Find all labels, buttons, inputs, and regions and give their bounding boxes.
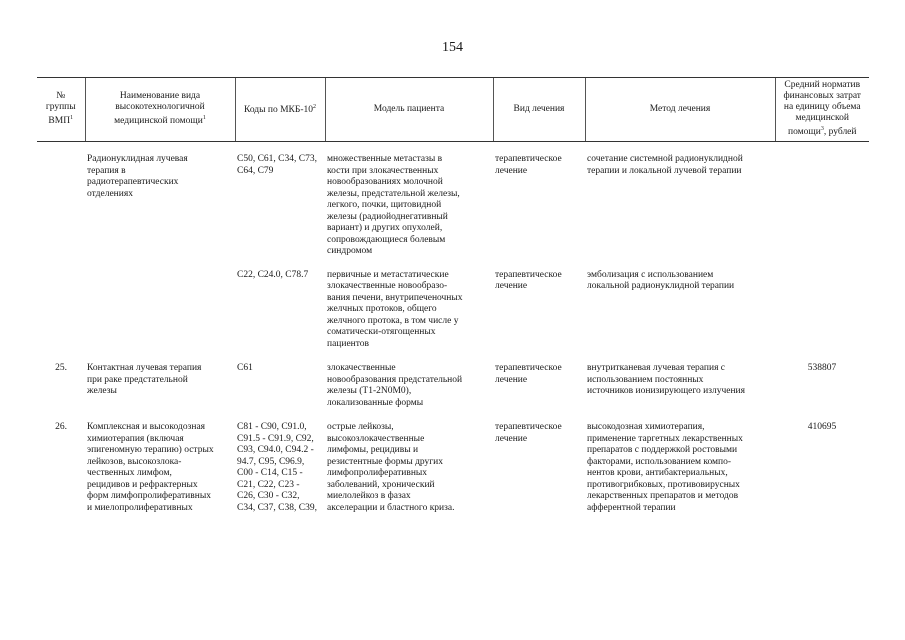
row-cost [775,270,869,351]
table-header [37,77,869,142]
row-treatment-method: высокодозная химиотерапия, применение таргетных лекарственных препаратов с поддержкой ростовыми факторами, использованием компо- нентов крови, антибактериальных, противогрибковых, противовирусных лекарственных препаратов и методов афферентной терапии [587,422,743,513]
row-cost [775,154,869,258]
row-treatment-type: терапевтическое лечение [495,154,562,176]
header-icd-codes: Коды по МКБ-$10^2$ [235,78,325,142]
row-group-no: 26. [55,422,67,432]
row-care-type [85,270,235,351]
header-care-type: Наименование вида высокотехнологичной медицинской помощи$^1$ [85,78,235,142]
row-treatment-type: терапевтическое лечение [495,363,562,385]
row-patient-model: множественные метастазы в кости при злокачественных новообразованиях молочной железы, предстательной железы, легкого, почки, щитовидной железы (радиойоднегативный вариант) и других опухолей, сопровождающиеся болевым синдромом [327,154,460,256]
table-row [37,270,869,351]
header-cost: Средний норматив финансовых затрат на единицу объема медицинской помощи$^3$, рублей [775,78,869,142]
row-treatment-method: сочетание системной радионуклидной терапии и локальной лучевой терапии [587,154,743,176]
row-cost: 410695 [807,422,837,432]
header-treatment-method: Метод лечения [585,78,775,142]
table-row [37,363,869,409]
row-icd-codes: C81 - C90, C91.0, C91.5 - C91.9, C92, C93, C94.0, C94.2 - 94.7, C95, C96.9, C00 - C14, C15 - C21, C22, C23 - C26, C30 - C32, C34, C37, C38, C39, [237,422,317,513]
row-patient-model: острые лейкозы, высокозлокачественные лимфомы, рецидивы и резистентные формы других лимфопролиферативных заболеваний, хронический миелолейкоз в фазах акселерации и бластного криза. [327,422,455,513]
row-group-no: 25. [55,363,67,373]
row-icd-codes: C50, C61, C34, C73, C64, C79 [237,154,317,176]
row-icd-codes: C61 [237,363,253,373]
table-row [37,154,869,258]
row-treatment-method: внутритканевая лучевая терапия с использованием постоянных источников ионизирующего излучения [587,363,746,396]
row-group-no [37,154,85,258]
row-cost: 538807 [807,363,837,373]
page-number: 154 [442,40,463,55]
header-patient-model: Модель пациента [325,78,493,142]
row-patient-model: злокачественные новообразования предстательной железы (T1-2N0M0), локализованные формы [327,363,463,408]
header-treatment-type: Вид лечения [493,78,585,142]
row-care-type: Радионуклидная лучевая терапия в радиотерапевтических отделениях [87,154,188,199]
row-care-type: Контактная лучевая терапия при раке предстательной железы [87,363,202,396]
row-group-no [37,270,85,351]
row-patient-model: первичные и метастатические злокачественные новообразо- вания печени, внутрипеченочных желчных протоков, общего желчного протока, в том числе у соматически-отягощенных пациентов [327,269,463,349]
header-group-no: № группы ВМП$^1$ [37,78,85,142]
row-treatment-type: терапевтическое лечение [495,269,562,291]
table-body [37,154,869,514]
row-icd-codes: C22, C24.0, C78.7 [237,269,309,280]
table-row [37,422,869,514]
row-treatment-method: эмболизация с использованием локальной радионуклидной терапии [587,269,735,291]
row-care-type: Комплексная и высокодозная химиотерапия (включая эпигеномную терапию) острых лейкозов, высокозлока- чественных лимфом, рецидивов и рефрактерных форм лимфопролиферативных и миелопролиферативных [87,422,214,513]
row-treatment-type: терапевтическое лечение [495,422,562,444]
